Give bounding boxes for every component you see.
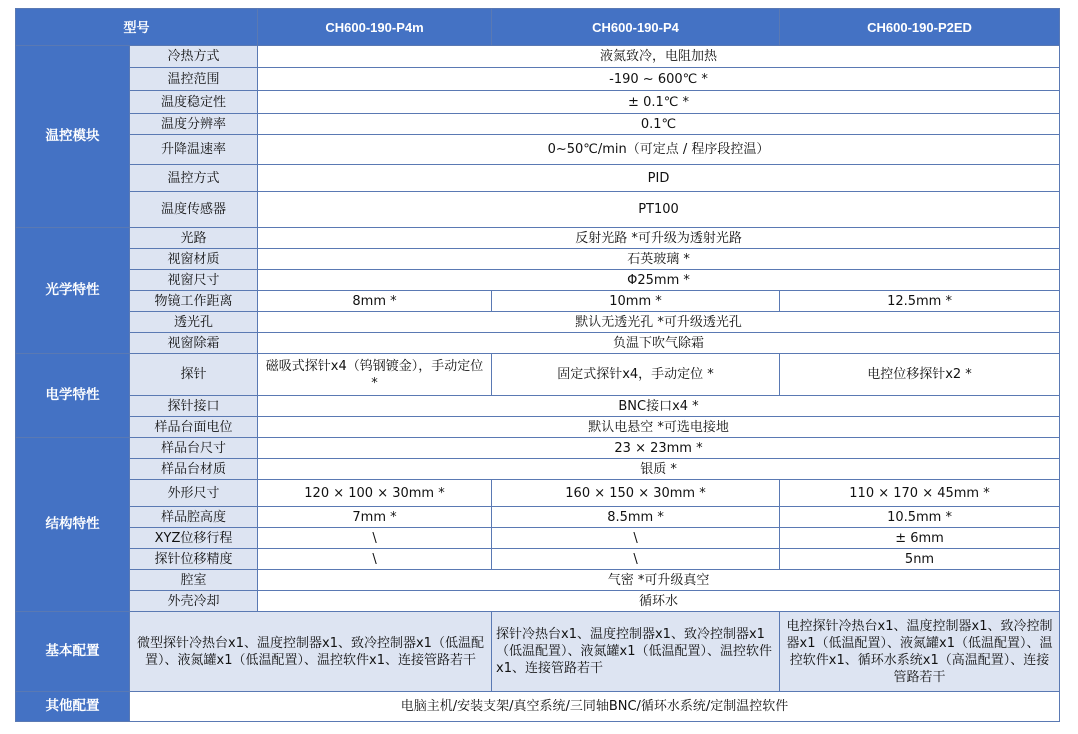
- table-row: [16, 291, 1060, 312]
- table-row: [16, 570, 1060, 591]
- row-value-p2ed: 12.5mm *: [780, 291, 1060, 312]
- row-label: XYZ位移行程: [130, 528, 258, 549]
- table-row: [16, 528, 1060, 549]
- row-value: 银质 *: [258, 459, 1060, 480]
- row-value-p4m: 7mm *: [258, 507, 492, 528]
- table-row: [16, 46, 1060, 68]
- row-value: BNC接口x4 *: [258, 396, 1060, 417]
- row-label: 探针: [130, 354, 258, 396]
- table-row: [16, 507, 1060, 528]
- row-value-p4m: 120 × 100 × 30mm *: [258, 480, 492, 507]
- row-label: 视窗材质: [130, 249, 258, 270]
- spec-table: [15, 8, 1060, 722]
- model-col-p2ed: CH600-190-P2ED: [780, 9, 1060, 46]
- row-value-p4m: 磁吸式探针x4（钨钢镀金），手动定位 *: [258, 354, 492, 396]
- basic-config-p4m: 微型探针冷热台x1、温度控制器x1、致冷控制器x1（低温配置）、液氮罐x1（低温配置）、温控软件x1、连接管路若干: [130, 612, 492, 692]
- table-row: [16, 692, 1060, 722]
- row-value: 循环水: [258, 591, 1060, 612]
- model-col-p4: CH600-190-P4: [492, 9, 780, 46]
- row-value-p2ed: ± 6mm: [780, 528, 1060, 549]
- row-label: 升降温速率: [130, 135, 258, 165]
- row-value: PID: [258, 165, 1060, 192]
- row-value: 23 × 23mm *: [258, 438, 1060, 459]
- row-label: 外壳冷却: [130, 591, 258, 612]
- group-other-config: 其他配置: [16, 692, 130, 722]
- row-value: 默认电悬空 *可选电接地: [258, 417, 1060, 438]
- row-label: 光路: [130, 228, 258, 249]
- row-value: 0.1℃: [258, 114, 1060, 135]
- row-value-p4: \: [492, 528, 780, 549]
- row-label: 外形尺寸: [130, 480, 258, 507]
- row-label: 视窗尺寸: [130, 270, 258, 291]
- row-value: 气密 *可升级真空: [258, 570, 1060, 591]
- row-value-p2ed: 110 × 170 × 45mm *: [780, 480, 1060, 507]
- row-value: Φ25mm *: [258, 270, 1060, 291]
- table-row: [16, 192, 1060, 228]
- table-row: [16, 333, 1060, 354]
- row-label: 温控范围: [130, 68, 258, 91]
- row-value: 液氮致冷，电阻加热: [258, 46, 1060, 68]
- model-header: 型号: [16, 9, 258, 46]
- row-label: 样品台材质: [130, 459, 258, 480]
- row-value-p2ed: 5nm: [780, 549, 1060, 570]
- row-value: 负温下吹气除霜: [258, 333, 1060, 354]
- table-row: [16, 165, 1060, 192]
- row-value-p4m: \: [258, 549, 492, 570]
- row-label: 探针位移精度: [130, 549, 258, 570]
- row-value: -190 ~ 600℃ *: [258, 68, 1060, 91]
- row-value-p4m: 8mm *: [258, 291, 492, 312]
- group-temp-control: 温控模块: [16, 46, 130, 228]
- table-row: [16, 354, 1060, 396]
- table-row: [16, 459, 1060, 480]
- row-value-p4: 160 × 150 × 30mm *: [492, 480, 780, 507]
- other-config-value: 电脑主机/安装支架/真空系统/三同轴BNC/循环水系统/定制温控软件: [130, 692, 1060, 722]
- table-row: [16, 114, 1060, 135]
- row-value-p4: 固定式探针x4，手动定位 *: [492, 354, 780, 396]
- row-label: 样品台面电位: [130, 417, 258, 438]
- table-row: [16, 591, 1060, 612]
- row-value-p4m: \: [258, 528, 492, 549]
- row-value-p4: 10mm *: [492, 291, 780, 312]
- row-label: 样品台尺寸: [130, 438, 258, 459]
- group-structure: 结构特性: [16, 438, 130, 612]
- row-label: 透光孔: [130, 312, 258, 333]
- group-basic-config: 基本配置: [16, 612, 130, 692]
- row-label: 温度传感器: [130, 192, 258, 228]
- row-label: 物镜工作距离: [130, 291, 258, 312]
- row-value: 默认无透光孔 *可升级透光孔: [258, 312, 1060, 333]
- row-value: 反射光路 *可升级为透射光路: [258, 228, 1060, 249]
- table-row: [16, 612, 1060, 692]
- row-value-p4: \: [492, 549, 780, 570]
- group-electrical: 电学特性: [16, 354, 130, 438]
- row-value: 石英玻璃 *: [258, 249, 1060, 270]
- row-label: 腔室: [130, 570, 258, 591]
- table-row: [16, 91, 1060, 114]
- table-row: [16, 68, 1060, 91]
- row-value-p2ed: 电控位移探针x2 *: [780, 354, 1060, 396]
- table-row: [16, 438, 1060, 459]
- row-value: 0~50℃/min（可定点 / 程序段控温）: [258, 135, 1060, 165]
- group-optical: 光学特性: [16, 228, 130, 354]
- row-label: 冷热方式: [130, 46, 258, 68]
- row-value-p4: 8.5mm *: [492, 507, 780, 528]
- row-value-p2ed: 10.5mm *: [780, 507, 1060, 528]
- header-row: [16, 9, 1060, 46]
- row-value: PT100: [258, 192, 1060, 228]
- table-row: [16, 135, 1060, 165]
- row-label: 探针接口: [130, 396, 258, 417]
- row-label: 样品腔高度: [130, 507, 258, 528]
- table-row: [16, 270, 1060, 291]
- model-col-p4m: CH600-190-P4m: [258, 9, 492, 46]
- table-row: [16, 417, 1060, 438]
- table-row: [16, 396, 1060, 417]
- row-label: 温控方式: [130, 165, 258, 192]
- row-label: 温度分辨率: [130, 114, 258, 135]
- table-row: [16, 228, 1060, 249]
- table-row: [16, 480, 1060, 507]
- row-label: 视窗除霜: [130, 333, 258, 354]
- table-row: [16, 312, 1060, 333]
- basic-config-p2ed: 电控探针冷热台x1、温度控制器x1、致冷控制器x1（低温配置）、液氮罐x1（低温配置）、温控软件x1、循环水系统x1（高温配置）、连接管路若干: [780, 612, 1060, 692]
- table-row: [16, 549, 1060, 570]
- basic-config-p4: 探针冷热台x1、温度控制器x1、致冷控制器x1（低温配置）、液氮罐x1（低温配置）、温控软件x1、连接管路若干: [492, 612, 780, 692]
- row-label: 温度稳定性: [130, 91, 258, 114]
- row-value: ± 0.1℃ *: [258, 91, 1060, 114]
- table-row: [16, 249, 1060, 270]
